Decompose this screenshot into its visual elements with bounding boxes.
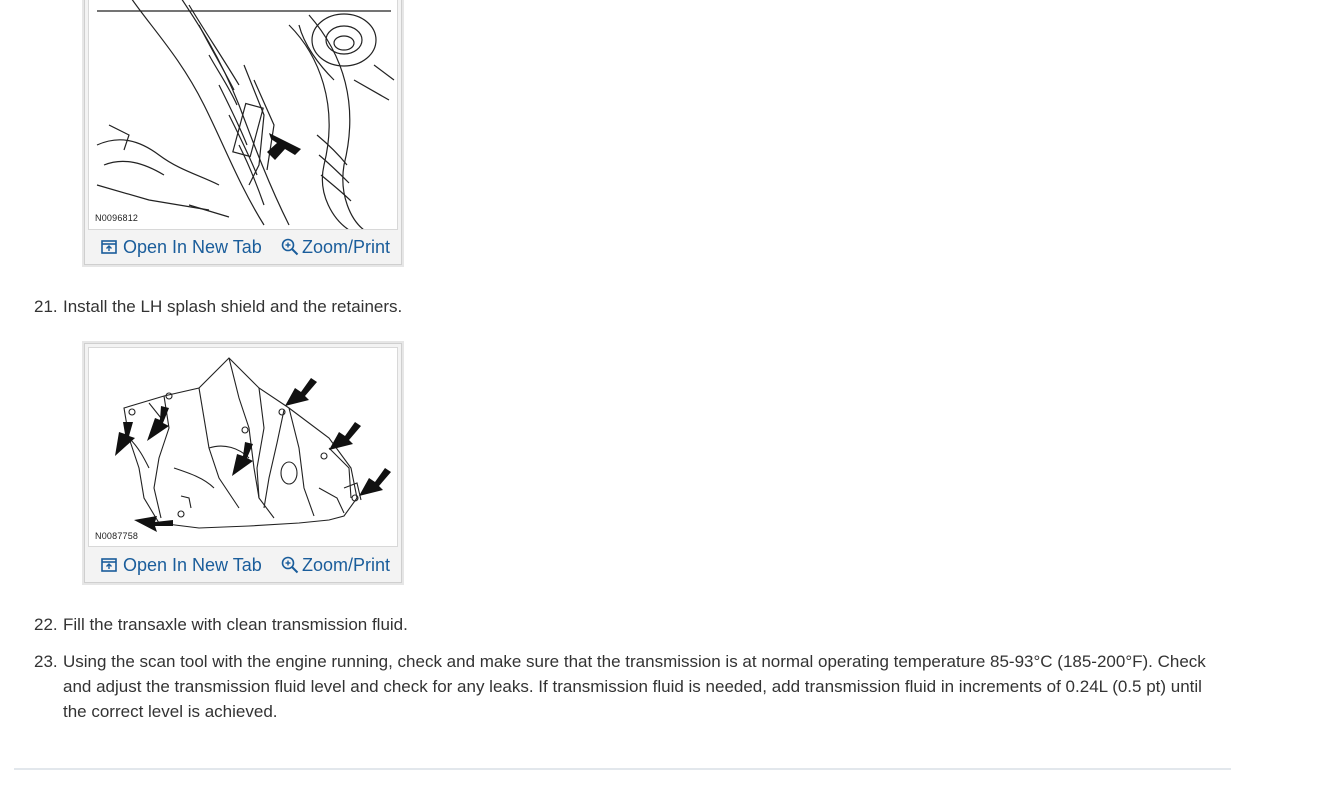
open-in-new-tab-label: Open In New Tab	[123, 554, 262, 575]
step-22	[34, 612, 1224, 637]
section-divider	[14, 768, 1231, 770]
figure-2-actions	[85, 550, 401, 580]
zoom-print-label: Zoom/Print	[302, 236, 391, 257]
figure-1-illustration	[88, 0, 398, 230]
step-text: Using the scan tool with the engine running, check and make sure that the transmission is at normal operating temperature 85-93°C (185-200°F). Check and adjust the transmission fluid level and check for any leaks. If transmission fluid is needed, add transmission fluid in increments of 0.24L (0.5 pt) until the correct level is achieved.	[63, 652, 1206, 721]
step-number: 23.	[34, 652, 58, 671]
zoom-print-button[interactable]	[281, 555, 390, 576]
step-text: Fill the transaxle with clean transmission fluid.	[63, 615, 408, 634]
open-in-new-tab-button[interactable]	[101, 555, 262, 576]
zoom-in-icon	[281, 556, 299, 574]
step-21	[34, 294, 1224, 319]
open-in-new-tab-label: Open In New Tab	[123, 236, 262, 257]
zoom-print-label: Zoom/Print	[302, 554, 391, 575]
zoom-in-icon	[281, 238, 299, 256]
open-in-new-tab-button[interactable]	[101, 237, 262, 258]
step-23	[34, 649, 1224, 724]
step-number: 22.	[34, 615, 58, 634]
open-new-tab-icon	[101, 240, 117, 254]
step-number: 21.	[34, 297, 58, 316]
transmission-line-drawing	[89, 0, 398, 230]
figure-2-illustration	[88, 347, 398, 547]
figure-2	[84, 343, 402, 583]
figure-1-id: N0096812	[95, 213, 139, 223]
step-text: Install the LH splash shield and the retainers.	[63, 297, 403, 316]
figure-1	[84, 0, 402, 265]
splash-shield-line-drawing	[89, 348, 398, 547]
open-new-tab-icon	[101, 558, 117, 572]
figure-2-id: N0087758	[95, 531, 139, 541]
figure-1-actions	[85, 232, 401, 262]
zoom-print-button[interactable]	[281, 237, 390, 258]
